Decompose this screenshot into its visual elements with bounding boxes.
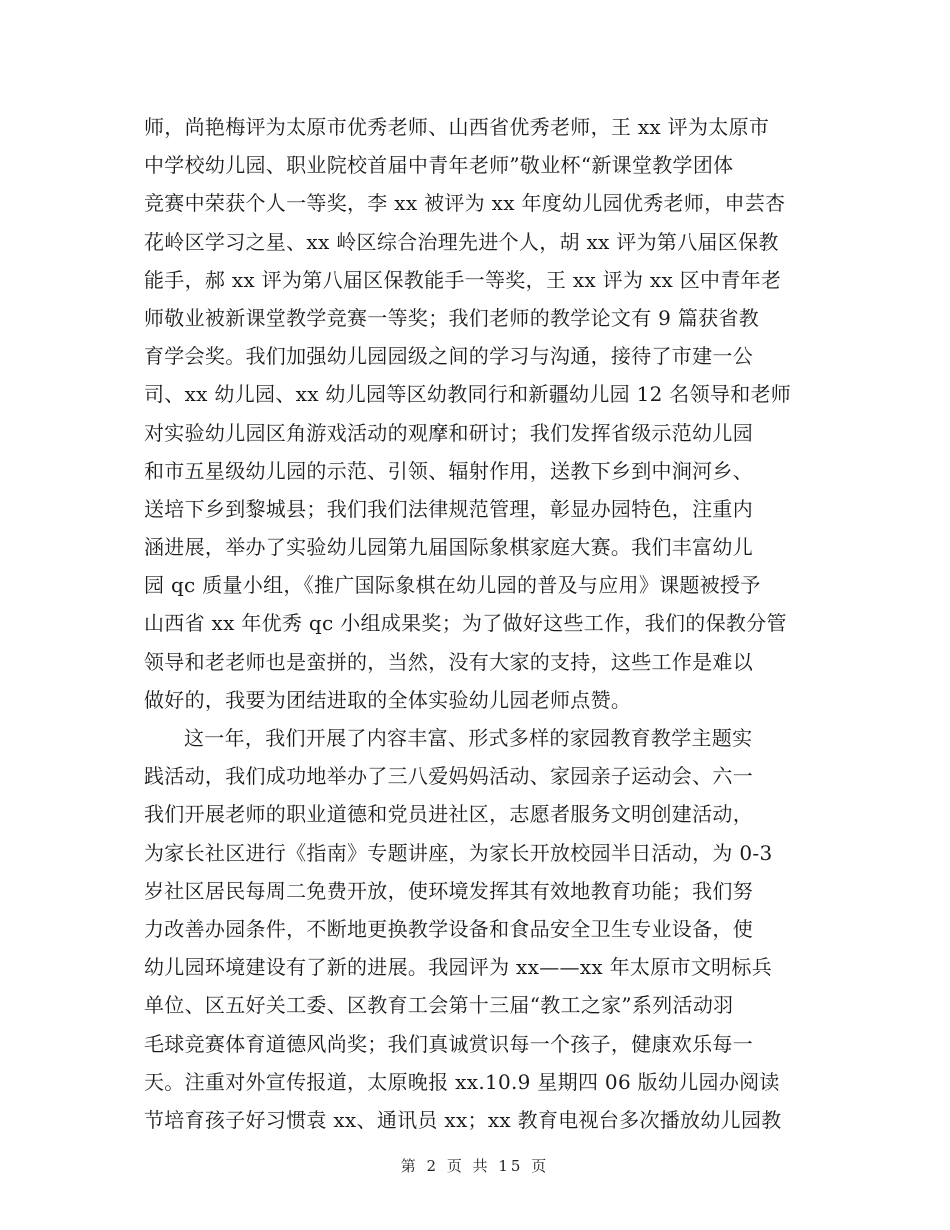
text-line: 育学会奖。我们加强幼儿园园级之间的学习与沟通，接待了市建一公 [144,344,753,369]
text-line: 花岭区学习之星、xx 岭区综合治理先进个人，胡 xx 评为第八届区保教 [144,229,779,254]
text-line: 中学校幼儿园、职业院校首届中青年老师”敬业杯“新课堂教学团体 [144,153,734,178]
text-line: 幼儿园环境建设有了新的进展。我园评为 xx——xx 年太原市文明标兵 [144,955,773,980]
page-number-footer: 第 2 页 共 15 页 [400,1157,550,1175]
text-line: 领导和老老师也是蛮拼的，当然，没有大家的支持，这些工作是难以 [144,649,753,674]
text-line: 做好的，我要为团结进取的全体实验幼儿园老师点赞。 [144,687,632,712]
text-line: 竞赛中荣获个人一等奖，李 xx 被评为 xx 年度幼儿园优秀老师，申芸杏 [144,191,786,216]
text-line: 能手，郝 xx 评为第八届区保教能手一等奖，王 xx 评为 xx 区中青年老 [144,267,782,292]
text-line: 园 qc 质量小组，《推广国际象棋在幼儿园的普及与应用》课题被授予 [144,573,761,598]
text-line: 节培育孩子好习惯袁 xx、通讯员 xx；xx 教育电视台多次播放幼儿园教 [144,1107,782,1132]
text-line: 力改善办园条件，不断地更换教学设备和食品安全卫生专业设备，使 [144,916,753,941]
text-line: 师，尚艳梅评为太原市优秀老师、山西省优秀老师，王 xx 评为太原市 [144,115,770,139]
text-line: 和市五星级幼儿园的示范、引领、辐射作用，送教下乡到中涧河乡、 [144,458,753,483]
text-line: 岁社区居民每周二免费开放，使环境发挥其有效地教育功能；我们努 [144,878,753,903]
text-line: 毛球竞赛体育道德风尚奖；我们真诚赏识每一个孩子，健康欢乐每一 [144,1031,753,1056]
text-line: 送培下乡到黎城县；我们我们法律规范管理，彰显办园特色，注重内 [144,496,753,521]
text-line: 天。注重对外宣传报道，太原晚报 xx.10.9 星期四 06 版幼儿园办阅读 [144,1069,780,1094]
text-line: 司、xx 幼儿园、xx 幼儿园等区幼教同行和新疆幼儿园 12 名领导和老师 [144,382,792,407]
document-body [144,108,824,1139]
text-line: 单位、区五好关工委、区教育工会第十三届“教工之家”系列活动羽 [144,993,734,1018]
text-line: 我们开展老师的职业道德和党员进社区，志愿者服务文明创建活动， [144,802,753,827]
paragraph-start-line: 这一年，我们开展了内容丰富、形式多样的家园教育教学主题实 [184,726,753,750]
text-line: 践活动，我们成功地举办了三八爱妈妈活动、家园亲子运动会、六一 [144,764,753,789]
text-line: 山西省 xx 年优秀 qc 小组成果奖；为了做好这些工作，我们的保教分管 [144,611,787,636]
text-line: 对实验幼儿园区角游戏活动的观摩和研讨；我们发挥省级示范幼儿园 [144,420,753,445]
text-line: 涵进展，举办了实验幼儿园第九届国际象棋家庭大赛。我们丰富幼儿 [144,535,753,560]
text-line: 为家长社区进行《指南》专题讲座，为家长开放校园半日活动，为 0-3 [144,840,773,865]
text-line: 师敬业被新课堂教学竞赛一等奖；我们老师的教学论文有 9 篇获省教 [144,305,760,330]
